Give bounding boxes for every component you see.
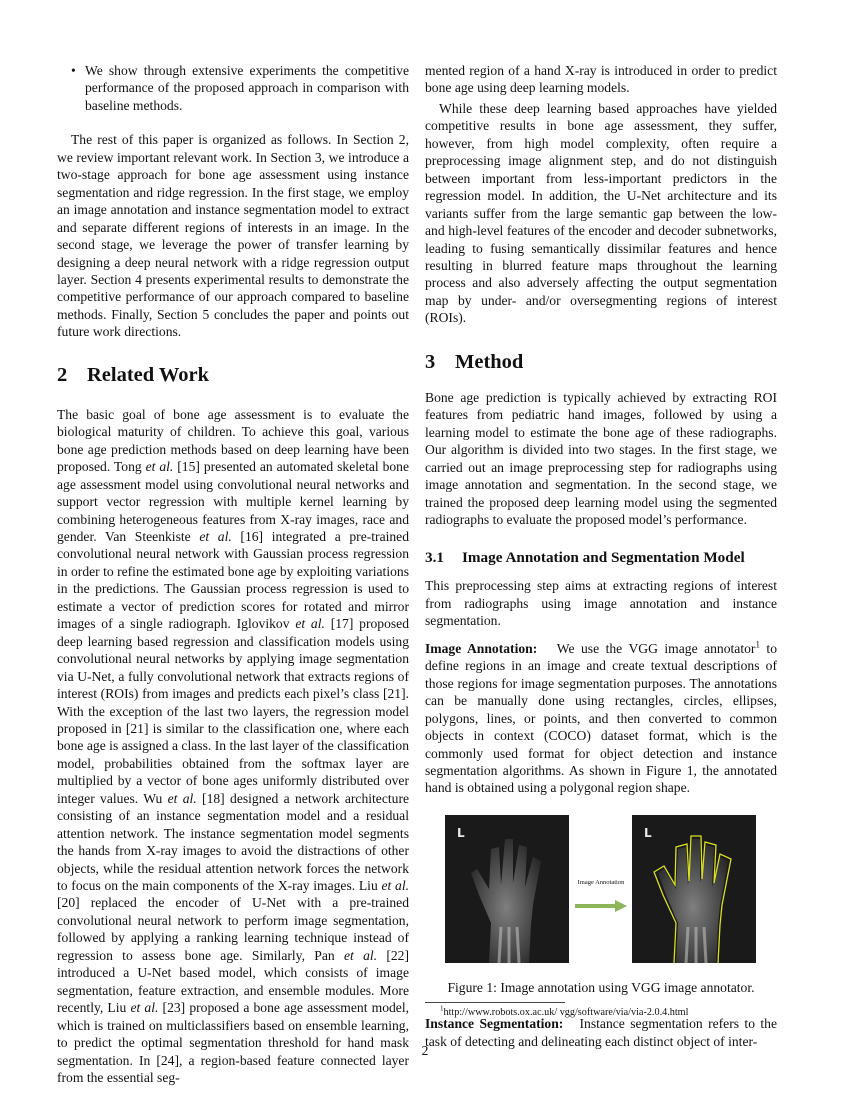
arrow-right-icon <box>575 900 627 912</box>
page-number: 2 <box>421 1043 429 1058</box>
image-annotation-runin: Image Annotation: <box>425 640 538 656</box>
left-column <box>57 62 409 1086</box>
section-2-number: 2 <box>57 363 68 386</box>
figure-1-caption: Figure 1: Image annotation using VGG image annotator. <box>447 979 755 995</box>
preprocessing-paragraph: This preprocessing step aims at extracting regions of interest from radiographs using image annotation and instance segmentation. <box>425 578 777 629</box>
section-3-heading <box>425 350 777 374</box>
section-3-title: Method <box>455 350 524 373</box>
bullet-text: We show through extensive experiments the competitive performance of the proposed approach in comparison with baseline methods. <box>85 63 409 113</box>
svg-text:L: L <box>644 825 652 840</box>
method-paragraph: Bone age prediction is typically achieved by extracting ROI features from pediatric hand images, followed by using a learning model to estimate the bone age of these radiographs. Our algorithm is divided into two stages. In the first stage, we carried out an image preprocessing step for radiographs using image annotation and segmentation. In the second stage, we trained the proposed deep learning model using the segmented radiographs to evaluate the proposed model’s performance. <box>425 389 777 527</box>
subsection-3-1-number: 3.1 <box>425 549 444 567</box>
subsection-3-1-title: Image Annotation and Segmentation Model <box>462 549 745 567</box>
figure-1 <box>425 815 777 965</box>
footnote-marker: 1 <box>755 639 760 650</box>
bullet-icon: • <box>71 63 76 78</box>
footnote: $^1$http://www.robots.ox.ac.uk/ vgg/software/via/via-2.0.4.html <box>440 1004 689 1018</box>
instance-segmentation-runin: Instance Segmentation: <box>425 1016 564 1032</box>
right-column <box>425 62 777 1050</box>
original-xray-image <box>445 815 569 963</box>
annotated-xray-image <box>632 815 756 963</box>
footnote-rule <box>425 1002 565 1003</box>
subsection-3-1-heading <box>425 548 777 568</box>
arrow-label: Image Annotation <box>577 878 625 886</box>
xray-side-marker: L <box>457 825 465 840</box>
continuation-paragraph: mented region of a hand X-ray is introduced in order to predict bone age using deep learning models. <box>425 63 777 96</box>
limitations-paragraph: While these deep learning based approaches have yielded competitive results in bone age assessment, they suffer, however, from high model complexity, often require a preprocessing image alignment step, and do not distinguish between important from less-important predictors in the regression model. In addition, the U-Net architecture and its variants suffer from the large semantic gap between the low- and high-level features of the encoder and decoder subnetworks, leading to fusing semantically dissimilar features and hence resulting in blurred feature maps throughout the learning process and also adversely affecting the output segmentation map by under- and/or oversegmenting regions of interest (ROIs). <box>425 100 777 326</box>
paper-outline-paragraph: The rest of this paper is organized as follows. In Section 2, we review important relevant work. In Section 3, we introduce a two-stage approach for bone age assessment using instance segmentation and ridge regression. In the first stage, we employ an image annotation and instance segmentation model to extract and separate different regions of interests in an image. In the second stage, we leverage the power of transfer learning by designing a deep neural network with a ridge regression output layer. Section 4 presents experimental results to demonstrate the competitive performance of our approach compared to baseline methods. Finally, Section 5 concludes the paper and points out future work directions. <box>57 132 409 340</box>
instance-segmentation-paragraph: Instance Segmentation: Instance segmentation refers to the task of detecting and delineating each distinct object of inter- <box>425 1016 777 1049</box>
contribution-bullet <box>71 62 409 114</box>
section-2-title: Related Work <box>87 363 210 386</box>
footnote-url: http://www.robots.ox.ac.uk/ vgg/software/via/via-2.0.4.html <box>443 1007 689 1018</box>
section-2-heading <box>57 363 409 387</box>
annotation-arrow <box>575 874 627 917</box>
image-annotation-paragraph: Image Annotation: We use the VGG image annotator$^1$ to define regions in an image and create textual descriptions of those regions for image segmentation purposes. The annotations can be manually done using rectangles, circles, ellipses, polygons, lines, or points, and then converted to common objects in context (COCO) dataset format, which is the commonly used format for object detection and instance segmentation algorithms. As shown in Figure 1, the annotated hand is obtained using a polygonal region shape. <box>425 639 778 796</box>
section-3-number: 3 <box>425 350 436 373</box>
related-work-paragraph: The basic goal of bone age assessment is to evaluate the biological maturity of children. To achieve this goal, various bone age prediction methods based on deep learning have been proposed. Tong et al. [15] presented an automated skeletal bone age assessment model using convolutional neural networks and support vector regression with multiple kernel learning by combining heterogeneous features from X-ray images, race and gender. Van Steenkiste et al. [16] integrated a pre-trained convolutional neural network with Gaussian process regression in order to refine the estimated bone age by exploiting variations in the predictions. The Gaussian process regression is used to estimate a vector of prediction scores for rotated and mirror images of a single radiograph. Iglovikov et al. [17] proposed deep learning based regression and classification models using convolutional neural networks by applying image segmentation via U-Net, a fully convolutional network that extracts regions of interest (ROIs) from images and predicts each pixel’s class [21]. With the exception of the last two layers, the regression model proposed in [21] is similar to the classification one, where each bone age is assigned a class. In the last layer of the classification model, probabilities obtained from the softmax layer are multiplied by a vector of bone ages uniformly distributed over integer values. Wu et al. [18] designed a network architecture consisting of an instance segmentation model and a residual attention network. The instance segmentation model segments the hands from X-ray images to avoid the distractions of other objects, while the residual attention network forces the network to focus on the main components of the X-ray images. Liu et al. [20] replaced the encoder of U-Net with a pre-trained convolutional neural network to perform image segmentation, followed by applying a ranking learning technique instead of regression to assess bone age. Similarly, Pan et al. [22] introduced a U-Net based model, which consists of image segmentation, feature extraction, and ensemble modules. More recently, Liu et al. [23] proposed a bone age assessment model, which is trained on multiclassifiers based on ensemble learning, to predict the optimal segmentation threshold for hand mask segmentation. In [24], a region-based feature connected layer from the essential seg- <box>57 406 410 1086</box>
